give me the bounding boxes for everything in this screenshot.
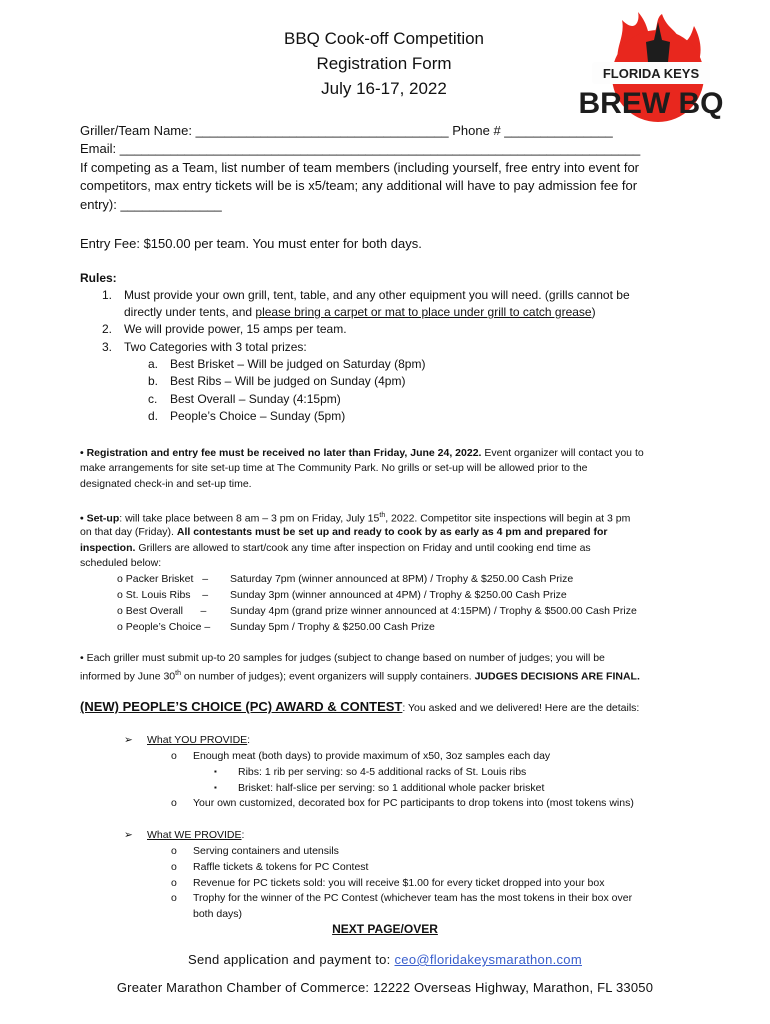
- setup-line-4: scheduled below:: [80, 557, 162, 569]
- bullet-square-icon: ▪: [214, 767, 217, 776]
- rule-3b-letter: b.: [148, 374, 159, 388]
- send-application-line: [0, 952, 770, 967]
- schedule-4: Sunday 5pm / Trophy & $250.00 Cash Prize: [230, 621, 435, 633]
- we-provide-colon: :: [241, 829, 245, 841]
- form-title: [200, 26, 568, 101]
- team-members-line-3: entry): ______________: [80, 197, 222, 212]
- bullet-o-icon: o: [171, 892, 177, 904]
- peoples-choice-heading: (NEW) PEOPLE’S CHOICE (PC) AWARD & CONTEST: [80, 699, 403, 714]
- logo-text-top: FLORIDA KEYS: [602, 66, 700, 81]
- rule-3c: Best Overall – Sunday (4:15pm): [170, 392, 341, 406]
- rule-3d: People’s Choice – Sunday (5pm): [170, 409, 346, 423]
- bullet-square-icon: ▪: [214, 783, 217, 792]
- rule-1-number: 1.: [102, 288, 113, 302]
- setup-cook-time: Grillers are allowed to start/cook any time after inspection on Friday and until cooking end time as: [135, 542, 591, 554]
- registration-contact: Event organizer will contact you to: [481, 447, 644, 459]
- team-name-field-line: Griller/Team Name: ___________________________________ Phone # _______________: [80, 123, 613, 138]
- schedule-4-name: o People’s Choice –: [117, 621, 211, 633]
- judges-final-notice: JUDGES DECISIONS ARE FINAL.: [474, 670, 640, 683]
- you-provide-colon: :: [247, 734, 251, 746]
- rule-1-text: directly under tents, and: [124, 305, 256, 319]
- setup-inspection-bold: inspection.: [80, 542, 136, 554]
- bullet-o-icon: o: [171, 861, 177, 873]
- logo-text-bottom: BREW BQ: [578, 87, 724, 120]
- setup-time: : will take place between 8 am – 3 pm on Friday, July 15: [119, 512, 380, 525]
- you-provide-heading: What YOU PROVIDE: [147, 734, 248, 746]
- rule-1-line-1: Must provide your own grill, tent, table, and any other equipment you will need. (grills cannot be: [124, 288, 630, 302]
- next-page-notice: NEXT PAGE/OVER: [332, 922, 438, 936]
- setup-ready-notice: All contestants must be set up and ready to cook by as early as 4 pm and prepared for: [176, 526, 608, 538]
- setup-inspection: , 2022. Competitor site inspections will begin at 3 pm: [385, 512, 631, 525]
- email-field-line: Email: ________________________________________________________________________: [80, 141, 641, 156]
- we-provide-item-3: Revenue for PC tickets sold: you will receive $1.00 for every ticket dropped into your box: [193, 877, 605, 889]
- we-provide-item-4-line-1: Trophy for the winner of the PC Contest (whichever team has the most tokens in their box over: [193, 892, 633, 904]
- bullet-o-icon: o: [171, 845, 177, 857]
- rule-2: We will provide power, 15 amps per team.: [124, 322, 347, 336]
- arrow-icon: ➢: [124, 734, 133, 746]
- rule-3a-letter: a.: [148, 357, 159, 371]
- bullet-o-icon: o: [171, 877, 177, 889]
- send-application-text: Send application and payment to:: [188, 952, 395, 967]
- setup-line-3: [80, 540, 591, 556]
- arrow-icon: ➢: [124, 829, 133, 841]
- team-members-line-1: If competing as a Team, list number of team members (including yourself, free entry into event for: [80, 160, 640, 175]
- rule-3b: Best Ribs – Will be judged on Sunday (4pm): [170, 374, 406, 388]
- registration-line-1: [80, 445, 644, 461]
- rules-heading: Rules:: [80, 271, 117, 285]
- schedule-3-name: o Best Overall –: [117, 605, 207, 617]
- you-provide-heading-line: [147, 732, 250, 748]
- setup-line-2: [80, 524, 608, 540]
- samples-line-1: • Each griller must submit up-to 20 samples for judges (subject to change based on number of judges; you will be: [80, 652, 605, 664]
- title-line-1: BBQ Cook-off Competition: [284, 29, 484, 48]
- registration-line-3: designated check-in and set-up time.: [80, 478, 252, 490]
- rule-3c-letter: c.: [148, 392, 158, 406]
- rule-1-underlined: please bring a carpet or mat to place under grill to catch grease: [255, 305, 592, 319]
- rule-3a: Best Brisket – Will be judged on Saturday (8pm): [170, 357, 426, 371]
- we-provide-item-2: Raffle tickets & tokens for PC Contest: [193, 861, 369, 873]
- team-members-line-2: competitors, max entry tickets will be is x5/team; any additional will have to pay admission fee for: [80, 178, 638, 193]
- title-line-2: Registration Form: [316, 54, 452, 73]
- schedule-1: Saturday 7pm (winner announced at 8PM) / Trophy & $250.00 Cash Prize: [230, 573, 574, 585]
- you-provide-item-2: Your own customized, decorated box for PC participants to drop tokens into (most tokens wins): [193, 797, 634, 809]
- setup-sup: th: [379, 512, 386, 519]
- samples-containers: on number of judges); event organizers will supply containers.: [181, 670, 475, 683]
- rule-2-number: 2.: [102, 322, 113, 336]
- bullet-o-icon: o: [171, 797, 177, 809]
- you-provide-item-1b: Brisket: half-slice per serving: so 1 additional whole packer brisket: [238, 782, 545, 794]
- contact-email-link[interactable]: ceo@floridakeysmarathon.com: [394, 952, 582, 967]
- schedule-1-name: o Packer Brisket –: [117, 573, 209, 585]
- florida-keys-brew-bq-logo: [578, 12, 724, 124]
- schedule-2-name: o St. Louis Ribs –: [117, 589, 209, 601]
- bullet-o-icon: o: [171, 750, 177, 762]
- we-provide-heading: What WE PROVIDE: [147, 829, 242, 841]
- rule-3d-letter: d.: [148, 409, 159, 423]
- schedule-3: Sunday 4pm (grand prize winner announced at 4:15PM) / Trophy & $500.00 Cash Prize: [230, 605, 637, 617]
- title-line-3: July 16-17, 2022: [321, 79, 447, 98]
- schedule-2: Sunday 3pm (winner announced at 4PM) / Trophy & $250.00 Cash Prize: [230, 589, 567, 601]
- entry-fee: Entry Fee: $150.00 per team. You must enter for both days.: [80, 236, 422, 251]
- peoples-choice-heading-line: [80, 699, 639, 714]
- we-provide-item-1: Serving containers and utensils: [193, 845, 339, 857]
- chamber-address: Greater Marathon Chamber of Commerce: 12222 Overseas Highway, Marathon, FL 33050: [116, 980, 654, 995]
- setup-label: • Set-up: [80, 512, 120, 525]
- we-provide-heading-line: [147, 827, 244, 843]
- rule-3-number: 3.: [102, 340, 113, 354]
- setup-day: on that day (Friday).: [80, 526, 177, 538]
- rule-3: Two Categories with 3 total prizes:: [124, 340, 307, 354]
- rule-1-close: ): [591, 305, 596, 319]
- rule-1-line-2: [124, 305, 596, 319]
- samples-informed: informed by June 30: [80, 670, 176, 683]
- we-provide-item-4-line-2: both days): [193, 908, 243, 920]
- registration-deadline: • Registration and entry fee must be received no later than Friday, June 24, 2022.: [80, 447, 482, 459]
- you-provide-item-1: Enough meat (both days) to provide maximum of x50, 3oz samples each day: [193, 750, 551, 762]
- you-provide-item-1a: Ribs: 1 rib per serving: so 4-5 additional racks of St. Louis ribs: [238, 766, 527, 778]
- samples-sup: th: [175, 670, 181, 677]
- samples-line-2: [80, 666, 640, 685]
- registration-line-2: make arrangements for site set-up time at The Community Park. No grills or set-up will be allowed prior to the: [80, 462, 588, 474]
- peoples-choice-intro: : You asked and we delivered! Here are the details:: [402, 702, 640, 714]
